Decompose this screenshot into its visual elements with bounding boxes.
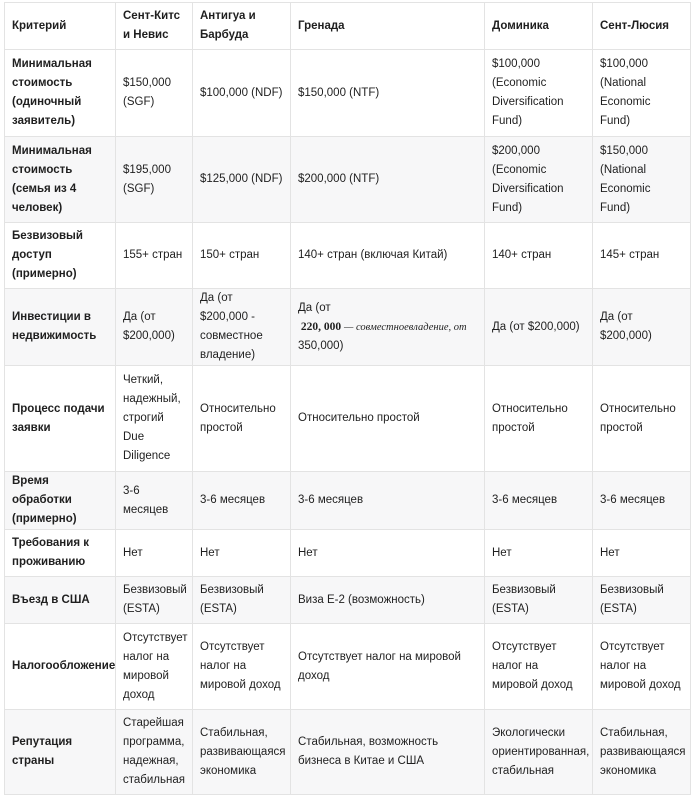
header-st-lucia: Сент-Люсия	[593, 3, 691, 50]
table-cell: $200,000 (NTF)	[291, 137, 485, 223]
table-cell: Да (от $200,000 - совместное владение)	[193, 289, 291, 366]
table-cell: Стабильная, развивающаяся экономика	[593, 710, 691, 795]
table-cell: $100,000 (Economic Diversification Fund)	[485, 50, 593, 137]
table-cell: Отсутствует налог на мировой доход	[291, 624, 485, 710]
table-row	[5, 710, 691, 795]
row-label: Время обработки (примерно)	[5, 472, 116, 530]
table-cell: $195,000 (SGF)	[116, 137, 193, 223]
table-cell: Виза E-2 (возможность)	[291, 577, 485, 624]
realty-math-amount: 220, 000	[300, 320, 342, 333]
table-cell: $150,000 (National Economic Fund)	[593, 137, 691, 223]
table-cell: 3-6 месяцев	[485, 472, 593, 530]
table-cell: Нет	[593, 530, 691, 577]
header-grenada: Гренада	[291, 3, 485, 50]
row-label: Инвестиции в недвижимость	[5, 289, 116, 366]
table-cell: Да (от $200,000)	[593, 289, 691, 366]
table-cell: 3-6 месяцев	[593, 472, 691, 530]
table-row	[5, 289, 691, 366]
header-row	[5, 3, 691, 50]
table-cell: Старейшая программа, надежная, стабильная	[116, 710, 193, 795]
table-cell: Отсутствует налог на мировой доход	[593, 624, 691, 710]
row-label: Репутация страны	[5, 710, 116, 795]
table-cell: Относительно простой	[193, 366, 291, 472]
realty-prefix: Да (от	[298, 301, 331, 314]
table-cell: 145+ стран	[593, 223, 691, 289]
table-cell: Относительно простой	[291, 366, 485, 472]
row-label: Минимальная стоимость (семья из 4 человек)	[5, 137, 116, 223]
header-st-kitts-nevis: Сент-Китс и Невис	[116, 3, 193, 50]
table-cell: 3-6 месяцев	[291, 472, 485, 530]
table-cell: Стабильная, развивающаяся экономика	[193, 710, 291, 795]
header-antigua-barbuda: Антигуа и Барбуда	[193, 3, 291, 50]
header-dominica: Доминика	[485, 3, 593, 50]
citizenship-comparison-table	[4, 2, 691, 795]
row-label: Налогообложение	[5, 624, 116, 710]
table-cell: Безвизовый (ESTA)	[593, 577, 691, 624]
table-cell: 3-6 месяцев	[193, 472, 291, 530]
realty-math-text: — совместноевладение, от	[344, 321, 467, 333]
table-cell: 3-6 месяцев	[116, 472, 193, 530]
table-cell: Нет	[485, 530, 593, 577]
table-cell: Да (от $200,000)	[485, 289, 593, 366]
table-cell: Безвизовый (ESTA)	[193, 577, 291, 624]
table-cell: Безвизовый (ESTA)	[485, 577, 593, 624]
table-row	[5, 624, 691, 710]
table-cell-grenada-realty	[291, 289, 485, 366]
header-criterion: Критерий	[5, 3, 116, 50]
table-cell: 150+ стран	[193, 223, 291, 289]
row-label: Процесс подачи заявки	[5, 366, 116, 472]
realty-suffix: 350,000)	[298, 339, 344, 352]
table-cell: Четкий, надежный, строгий Due Diligence	[116, 366, 193, 472]
table-cell: Безвизовый (ESTA)	[116, 577, 193, 624]
row-label: Требования к проживанию	[5, 530, 116, 577]
row-label: Безвизовый доступ (примерно)	[5, 223, 116, 289]
table-cell: Относительно простой	[485, 366, 593, 472]
table-cell: Да (от $200,000)	[116, 289, 193, 366]
table-cell: 140+ стран	[485, 223, 593, 289]
table-row	[5, 472, 691, 530]
row-label: Въезд в США	[5, 577, 116, 624]
table-row	[5, 366, 691, 472]
table-cell: $150,000 (NTF)	[291, 50, 485, 137]
table-cell: $100,000 (NDF)	[193, 50, 291, 137]
table-cell: $200,000 (Economic Diversification Fund)	[485, 137, 593, 223]
table-row	[5, 50, 691, 137]
table-cell: Относительно простой	[593, 366, 691, 472]
table-cell: Нет	[291, 530, 485, 577]
table-row	[5, 577, 691, 624]
table-row	[5, 530, 691, 577]
table-cell: Нет	[193, 530, 291, 577]
table-cell: Экологически ориентированная, стабильная	[485, 710, 593, 795]
table-cell: Стабильная, возможность бизнеса в Китае и США	[291, 710, 485, 795]
table-row	[5, 137, 691, 223]
table-cell: $125,000 (NDF)	[193, 137, 291, 223]
table-cell: Отсутствует налог на мировой доход	[193, 624, 291, 710]
table-cell: Нет	[116, 530, 193, 577]
table-row	[5, 223, 691, 289]
table-cell: Отсутствует налог на мировой доход	[116, 624, 193, 710]
table-cell: 155+ стран	[116, 223, 193, 289]
table-cell: $150,000 (SGF)	[116, 50, 193, 137]
row-label: Минимальная стоимость (одиночный заявитель)	[5, 50, 116, 137]
table-cell: Отсутствует налог на мировой доход	[485, 624, 593, 710]
table-cell: 140+ стран (включая Китай)	[291, 223, 485, 289]
table-cell: $100,000 (National Economic Fund)	[593, 50, 691, 137]
